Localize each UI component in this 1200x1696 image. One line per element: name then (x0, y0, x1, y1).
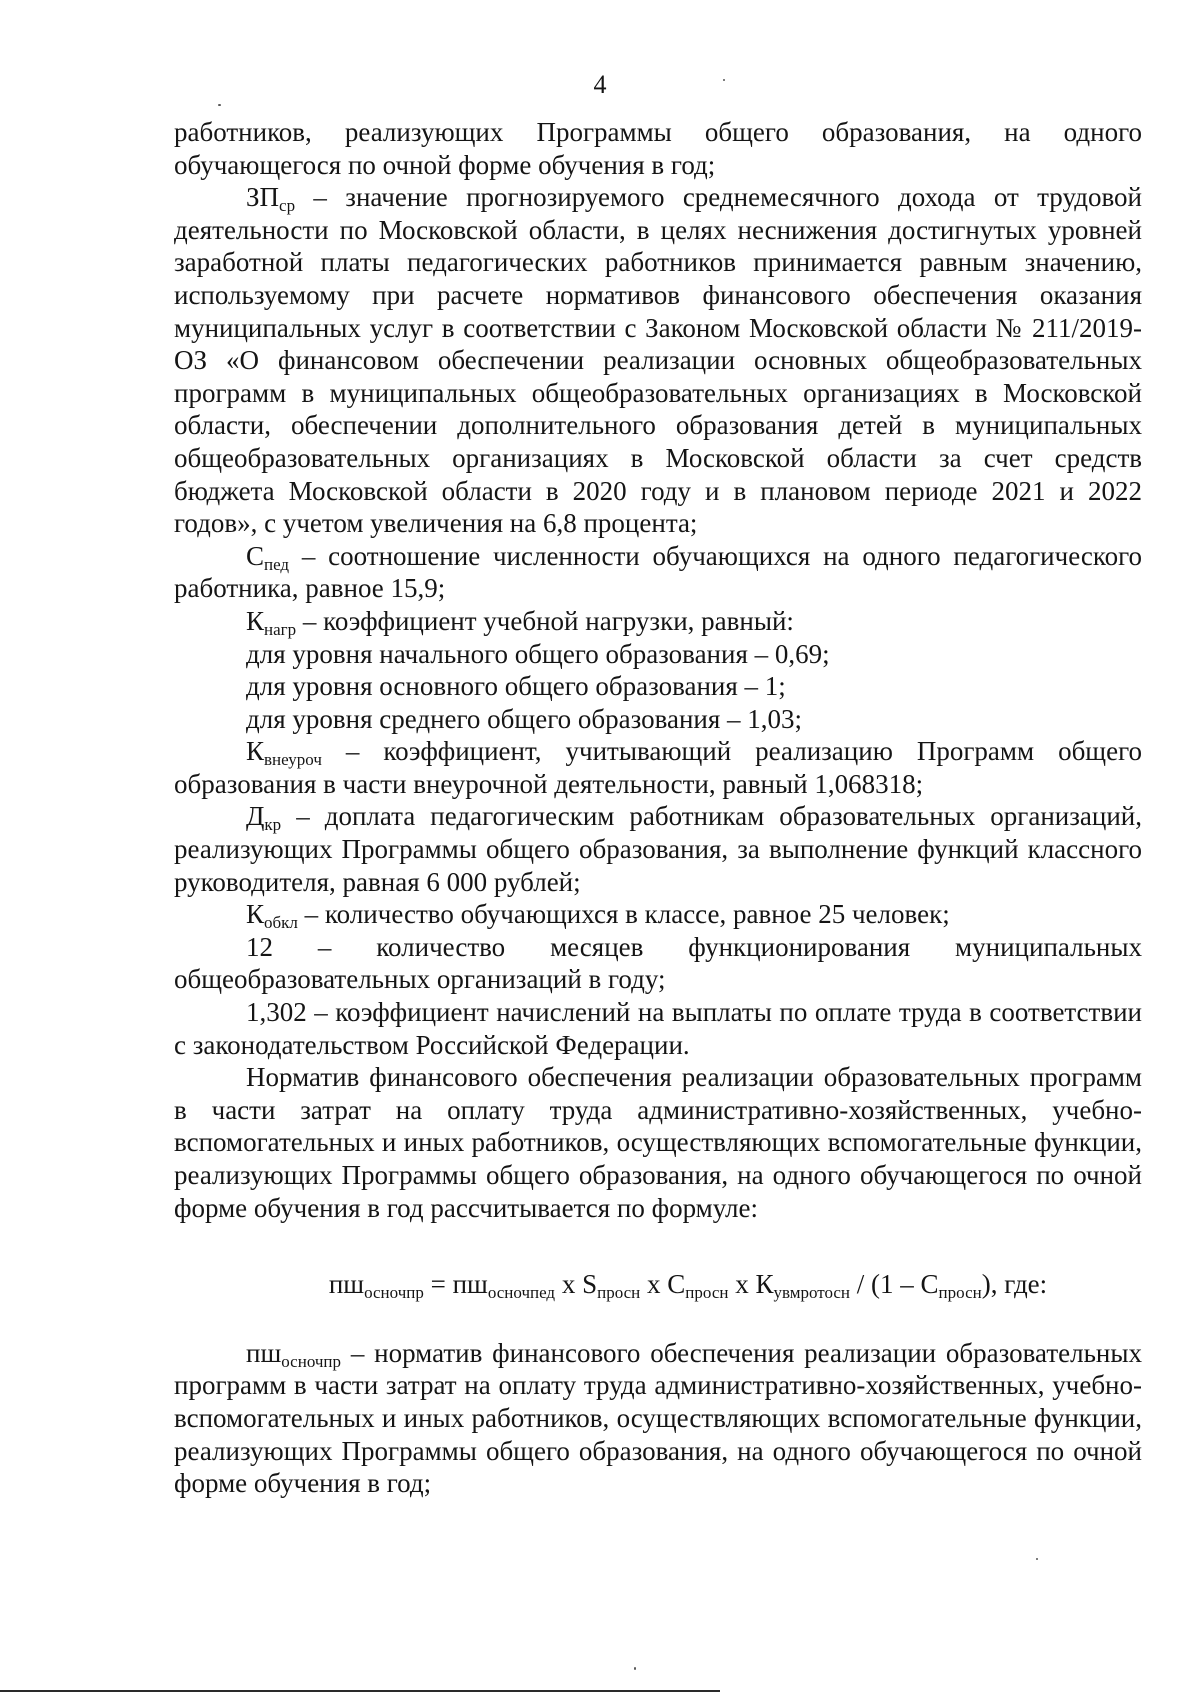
formula-subscript: просн (597, 1283, 641, 1303)
page-number: 4 (593, 70, 607, 99)
symbol: ЗП (246, 182, 280, 213)
symbol: С (246, 540, 265, 571)
definition-text: – количество обучающихся в классе, равное 25 человек; (297, 899, 950, 930)
formula-term: ), где: (981, 1269, 1048, 1300)
list-item-text: для уровня среднего общего образования – 1,03; (246, 703, 803, 734)
scan-speck (1036, 1558, 1038, 1560)
list-item (174, 638, 1142, 671)
formula-term: х К (728, 1269, 774, 1300)
definition-text: – норматив финансового обеспечения реализации образовательных программ в части затрат на оплату труда административно-хозяйственных, учебно-вспомогательных и иных работников, осуществляющих вспомогательные функции, реализующих Программы общего образования, на одного обучающегося по очной форме обучения в год; (174, 1337, 1142, 1499)
scan-speck (634, 1667, 636, 1670)
scan-edge-line (0, 1690, 720, 1692)
formula-subscript: просн (685, 1283, 729, 1303)
formula-term: / (1 – С (850, 1269, 939, 1300)
formula-term: х С (640, 1269, 686, 1300)
formula (174, 1268, 1142, 1301)
symbol: пш (246, 1337, 282, 1368)
paragraph-text: работников, реализующих Программы общего образования, на одного обучающегося по очной форме обучения в год; (174, 117, 1142, 180)
definition-k-obkl (174, 898, 1142, 931)
symbol: К (246, 605, 265, 636)
symbol: К (246, 736, 265, 767)
definition-s-ped (174, 540, 1142, 605)
formula-subscript: осночпр (364, 1283, 424, 1303)
formula-subscript: просн (938, 1283, 982, 1303)
definition-coefficient (174, 996, 1142, 1061)
formula-term: = пш (423, 1269, 488, 1300)
definition-text: – коэффициент, учитывающий реализацию Программ общего образования в части внеурочной деятельности, равный 1,068318; (174, 736, 1142, 799)
definition-text: – значение прогнозируемого среднемесячного дохода от трудовой деятельности по Московской области, в целях неснижения достигнутых уровней заработной платы педагогических работников принимается равным значению, используемому при расчете нормативов финансового обеспечения оказания муниципальных услуг в соответствии с Законом Московской области № 211/2019-ОЗ «О финансовом обеспечении реализации основных общеобразовательных программ в муниципальных общеобразовательных организациях в Московской области, обеспечении дополнительного образования детей в муниципальных общеобразовательных организациях в Московской области за счет средств бюджета Московской области в 2020 году и в плановом периоде 2021 и 2022 годов», с учетом увеличения на 6,8 процента; (174, 182, 1142, 539)
scan-speck (218, 104, 221, 106)
symbol: Д (246, 801, 265, 832)
list-item-text: для уровня основного общего образования – 1; (246, 671, 786, 702)
paragraph-text: Норматив финансового обеспечения реализации образовательных программ в части затрат на оплату труда административно-хозяйственных, учебно-вспомогательных и иных работников, осуществляющих вспомогательные функции, реализующих Программы общего образования, на одного обучающегося по очной форме обучения в год рассчитывается по формуле: (174, 1062, 1142, 1223)
definition-d-kr (174, 800, 1142, 898)
list-item-text: для уровня начального общего образования – 0,69; (246, 638, 830, 669)
definition-psh-osnochpr (174, 1337, 1142, 1500)
symbol-subscript: ср (279, 196, 296, 216)
symbol-subscript: внеуроч (264, 750, 322, 770)
paragraph-continuation (174, 116, 1142, 181)
scan-speck (723, 79, 725, 81)
formula-subscript: увмротосн (773, 1283, 851, 1303)
symbol: К (246, 899, 265, 930)
definition-text: – соотношение численности обучающихся на одного педагогического работника, равное 15,9; (174, 540, 1142, 604)
document-body (174, 116, 1142, 1500)
formula-subscript: осночпед (487, 1283, 556, 1303)
symbol-subscript: пед (264, 554, 290, 574)
symbol-subscript: осночпр (281, 1351, 342, 1371)
formula-term: пш (328, 1269, 365, 1300)
definition-k-nagr (174, 605, 1142, 638)
paragraph-normative (174, 1061, 1142, 1224)
paragraph-text: 12 – количество месяцев функционирования муниципальных общеобразовательных организаций в году; (174, 931, 1142, 995)
paragraph-text: 1,302 – коэффициент начислений на выплаты по оплате труда в соответствии с законодательством Российской Федерации. (174, 997, 1142, 1060)
list-item (174, 670, 1142, 703)
formula-term: х S (555, 1269, 598, 1300)
definition-text: – коэффициент учебной нагрузки, равный: (296, 605, 794, 636)
definition-k-vneuroch (174, 735, 1142, 800)
definition-text: – доплата педагогическим работникам образовательных организаций, реализующих Программы общего образования, за выполнение функций классного руководителя, равная 6 000 рублей; (174, 801, 1142, 897)
definition-zp-sr (174, 181, 1142, 540)
definition-months (174, 931, 1142, 996)
list-item (174, 703, 1142, 736)
symbol-subscript: обкл (264, 913, 298, 933)
symbol-subscript: кр (264, 815, 282, 835)
symbol-subscript: нагр (264, 619, 297, 639)
